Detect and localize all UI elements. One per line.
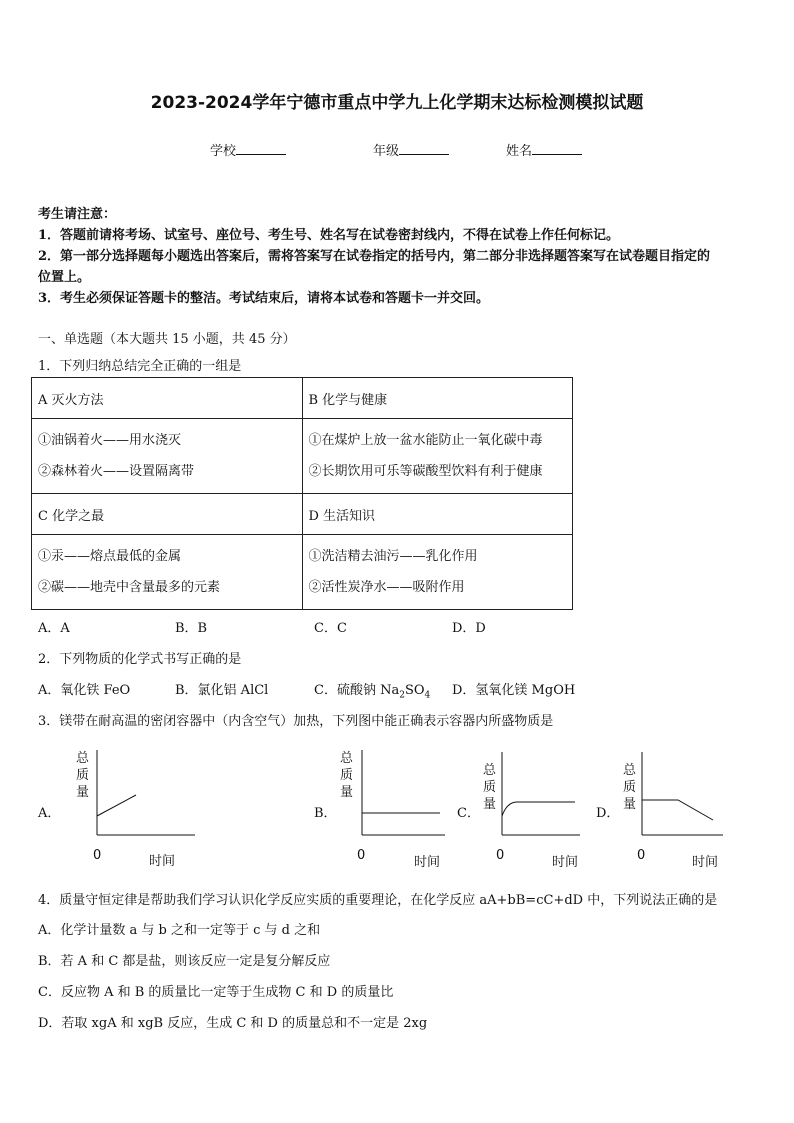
ylabel-char: 量 — [483, 797, 497, 812]
chart-d-plot — [635, 740, 730, 850]
ylabel-char: 总 — [483, 763, 497, 778]
chart-b-option[interactable]: B． — [314, 806, 337, 821]
chart-c-origin: 0 — [496, 848, 505, 863]
cell-a-body — [32, 419, 303, 494]
school-blank[interactable] — [236, 142, 286, 155]
cell-line: ①油锅着火——用水浇灭 — [38, 433, 182, 448]
ylabel-char: 总 — [340, 751, 354, 766]
chart-a-option[interactable]: A． — [38, 806, 61, 821]
ylabel-char: 量 — [76, 785, 90, 800]
grade-field — [373, 140, 449, 159]
curve-flat-fall — [642, 800, 713, 820]
cell-b-head: B 化学与健康 — [302, 378, 573, 419]
q2-option-c-mid: SO — [404, 683, 425, 698]
notice-item: 位置上。 — [38, 270, 91, 285]
chart-c-plot — [495, 740, 585, 850]
q1-option-a[interactable]: A．A — [38, 621, 70, 636]
q2-option-c-sub: 2 — [399, 690, 405, 701]
q2-option-d[interactable]: D．氢氧化镁 MgOH — [452, 683, 576, 698]
curve-rise-flat — [502, 802, 575, 816]
q4-stem: 4．质量守恒定律是帮助我们学习认识化学反应实质的重要理论，在化学反应 aA+bB=cC+dD 中，下列说法正确的是 — [38, 893, 718, 908]
chart-a-origin: 0 — [93, 848, 102, 863]
chart-d-origin: 0 — [637, 848, 646, 863]
cell-b-body — [302, 419, 573, 494]
ylabel-char: 总 — [76, 751, 90, 766]
chart-d-option[interactable]: D． — [596, 806, 620, 821]
q1-option-c[interactable]: C．C — [314, 621, 347, 636]
q1-stem: 1．下列归纳总结完全正确的一组是 — [38, 359, 242, 374]
school-label: 学校 — [210, 144, 237, 159]
notice-item: 3．考生必须保证答题卡的整洁。考试结束后，请将本试卷和答题卡一并交回。 — [38, 291, 490, 306]
name-field — [506, 140, 582, 159]
name-label: 姓名 — [506, 144, 533, 159]
q2-option-b[interactable]: B．氯化铝 AlCl — [175, 683, 269, 698]
notice-item: 2．第一部分选择题每小题选出答案后，需将答案写在试卷指定的括号内，第二部分非选择题答案写在试卷题目指定的 — [38, 249, 711, 264]
chart-a-ylabel — [76, 750, 89, 801]
q3-stem: 3．镁带在耐高温的密闭容器中（内含空气）加热，下列图中能正确表示容器内所盛物质是 — [38, 714, 554, 729]
q1-option-b[interactable]: B．B — [175, 621, 208, 636]
chart-a-xlabel: 时间 — [149, 854, 176, 869]
name-blank[interactable] — [532, 142, 582, 155]
notice-heading: 考生请注意： — [38, 207, 117, 222]
grade-label: 年级 — [373, 144, 400, 159]
ylabel-char: 质 — [623, 780, 637, 795]
chart-c-xlabel: 时间 — [552, 855, 579, 870]
cell-line: ①汞——熔点最低的金属 — [38, 549, 182, 564]
q2-option-c[interactable] — [314, 679, 430, 701]
notice-item: 1．答题前请将考场、试室号、座位号、考生号、姓名写在试卷密封线内，不得在试卷上作任何标记。 — [38, 228, 620, 243]
chart-b-ylabel — [340, 750, 353, 801]
cell-line: ②活性炭净水——吸附作用 — [308, 580, 465, 595]
cell-line: ②碳——地壳中含量最多的元素 — [38, 580, 221, 595]
chart-b-xlabel: 时间 — [414, 855, 441, 870]
q3-charts — [0, 740, 794, 875]
ylabel-char: 质 — [483, 780, 497, 795]
cell-c-body — [32, 535, 303, 610]
section-heading: 一、单选题（本大题共 15 小题，共 45 分） — [38, 332, 296, 347]
cell-line: ②森林着火——设置隔离带 — [38, 464, 195, 479]
q2-option-a[interactable]: A．氧化铁 FeO — [38, 683, 131, 698]
q4-option-b[interactable]: B．若 A 和 C 都是盐，则该反应一定是复分解反应 — [38, 954, 331, 969]
q1-table — [31, 377, 573, 610]
chart-a-plot — [90, 740, 210, 850]
ylabel-char: 量 — [340, 785, 354, 800]
chart-b-plot — [355, 740, 455, 850]
page-title: 2023-2024学年宁德市重点中学九上化学期末达标检测模拟试题 — [150, 93, 644, 113]
cell-line: ②长期饮用可乐等碳酸型饮料有利于健康 — [308, 464, 543, 479]
ylabel-char: 总 — [623, 763, 637, 778]
school-field — [210, 140, 286, 159]
cell-line: ①在煤炉上放一盆水能防止一氧化碳中毒 — [308, 433, 543, 448]
q4-option-c[interactable]: C．反应物 A 和 B 的质量比一定等于生成物 C 和 D 的质量比 — [38, 985, 394, 1000]
cell-a-head: A 灭火方法 — [32, 378, 303, 419]
q2-stem: 2．下列物质的化学式书写正确的是 — [38, 652, 242, 667]
chart-b-origin: 0 — [357, 848, 366, 863]
cell-d-head: D 生活知识 — [302, 494, 573, 535]
q4-option-d[interactable]: D．若取 xgA 和 xgB 反应，生成 C 和 D 的质量总和不一定是 2xg — [38, 1016, 428, 1031]
ylabel-char: 质 — [340, 768, 354, 783]
ylabel-char: 质 — [76, 768, 90, 783]
q2-option-c-pre: C．硫酸钠 Na — [314, 683, 400, 698]
cell-d-body — [302, 535, 573, 610]
q2-option-c-sub: 4 — [424, 690, 431, 701]
q1-option-d[interactable]: D．D — [452, 621, 486, 636]
ylabel-char: 量 — [623, 797, 637, 812]
curve-rising — [97, 795, 136, 816]
cell-c-head: C 化学之最 — [32, 494, 303, 535]
cell-line: ①洗洁精去油污——乳化作用 — [308, 549, 478, 564]
chart-d-xlabel: 时间 — [692, 855, 719, 870]
grade-blank[interactable] — [399, 142, 449, 155]
chart-c-option[interactable]: C． — [457, 806, 480, 821]
q4-option-a[interactable]: A．化学计量数 a 与 b 之和一定等于 c 与 d 之和 — [38, 923, 321, 938]
